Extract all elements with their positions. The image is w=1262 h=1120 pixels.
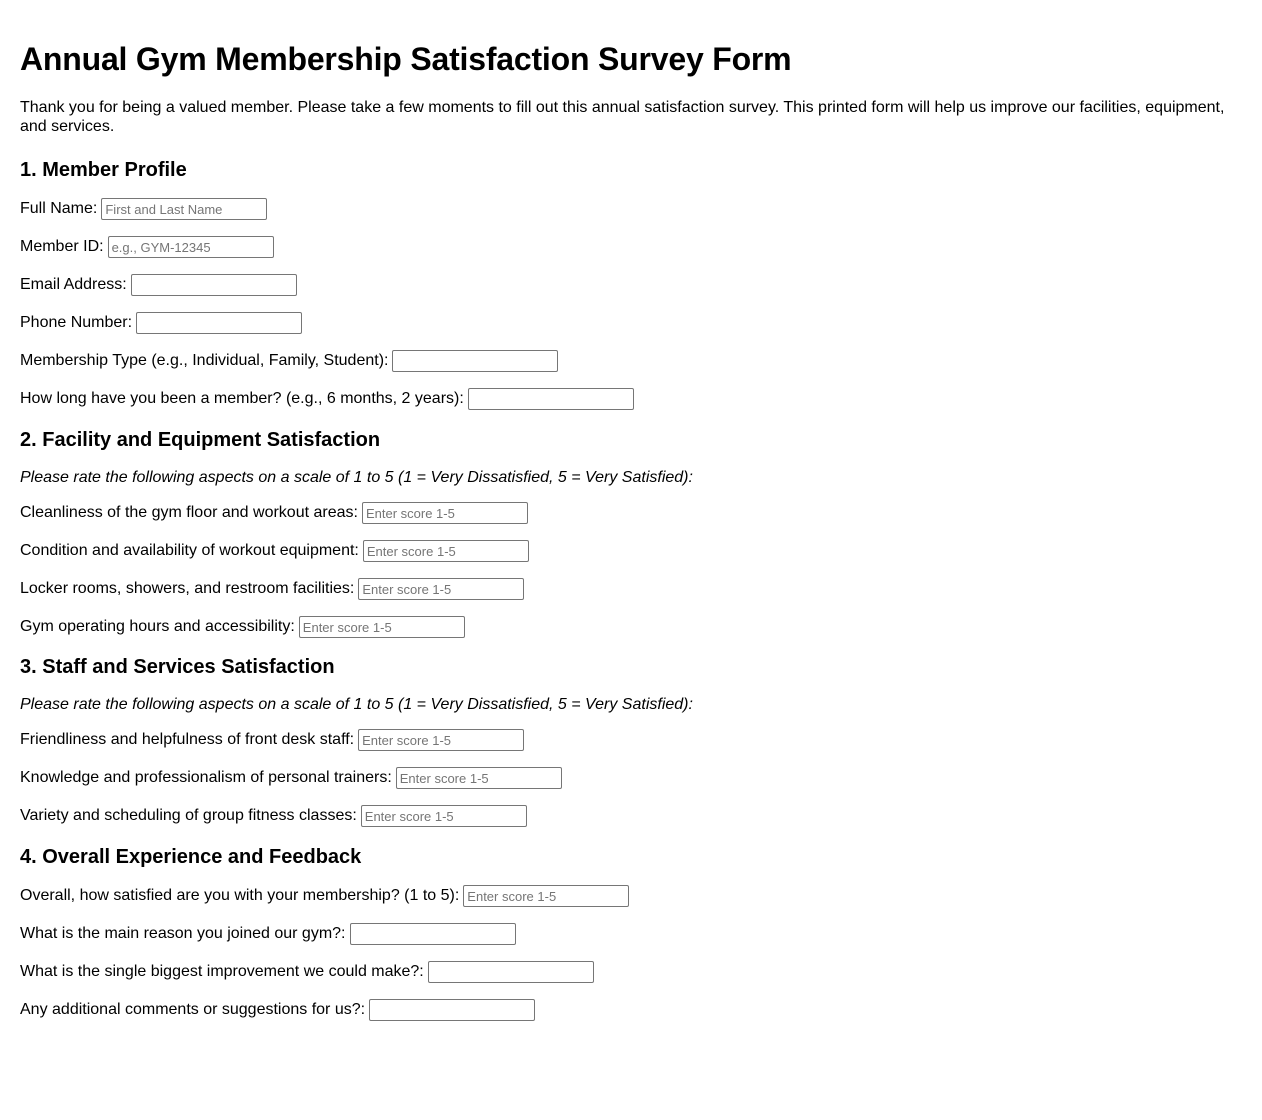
field-row-equipment xyxy=(20,540,1242,562)
field-row-membership-type xyxy=(20,350,1242,372)
member-duration-input[interactable] xyxy=(468,388,634,410)
full-name-input[interactable] xyxy=(101,198,267,220)
improvement-label: What is the single biggest improvement we could make?: xyxy=(20,963,424,980)
full-name-label: Full Name: xyxy=(20,200,98,217)
locker-rooms-score-input[interactable] xyxy=(358,578,524,600)
overall-label: Overall, how satisfied are you with your membership? (1 to 5): xyxy=(20,887,460,904)
front-desk-label: Friendliness and helpfulness of front desk staff: xyxy=(20,731,355,748)
member-id-input[interactable] xyxy=(108,236,274,258)
field-row-comments xyxy=(20,999,1242,1021)
classes-label: Variety and scheduling of group fitness classes: xyxy=(20,807,357,824)
field-row-full-name xyxy=(20,198,1242,220)
front-desk-score-input[interactable] xyxy=(358,729,524,751)
field-row-join-reason xyxy=(20,923,1242,945)
cleanliness-label: Cleanliness of the gym floor and workout areas: xyxy=(20,504,358,521)
field-row-hours xyxy=(20,616,1242,638)
field-row-trainers xyxy=(20,767,1242,789)
intro-text: Thank you for being a valued member. Please take a few moments to fill out this annual satisfaction survey. This printed form will help us improve our facilities, equipment, and services. xyxy=(20,99,1225,135)
overall-score-input[interactable] xyxy=(463,885,629,907)
rating-instruction-facility: Please rate the following aspects on a scale of 1 to 5 (1 = Very Dissatisfied, 5 = Very Satisfied): xyxy=(20,469,693,486)
field-row-classes xyxy=(20,805,1242,827)
join-reason-label: What is the main reason you joined our gym?: xyxy=(20,925,346,942)
phone-label: Phone Number: xyxy=(20,314,133,331)
phone-input[interactable] xyxy=(136,312,302,334)
email-input[interactable] xyxy=(131,274,297,296)
improvement-input[interactable] xyxy=(428,961,594,983)
field-row-email xyxy=(20,274,1242,296)
email-label: Email Address: xyxy=(20,276,127,293)
membership-type-label: Membership Type (e.g., Individual, Family, Student): xyxy=(20,352,389,369)
cleanliness-score-input[interactable] xyxy=(362,502,528,524)
section-heading-facility: 2. Facility and Equipment Satisfaction xyxy=(20,429,381,451)
equipment-label: Condition and availability of workout equipment: xyxy=(20,542,359,559)
field-row-front-desk xyxy=(20,729,1242,751)
section-heading-member-profile: 1. Member Profile xyxy=(20,159,187,181)
join-reason-input[interactable] xyxy=(350,923,516,945)
field-row-phone xyxy=(20,312,1242,334)
membership-type-input[interactable] xyxy=(392,350,558,372)
locker-rooms-label: Locker rooms, showers, and restroom facilities: xyxy=(20,580,355,597)
trainers-score-input[interactable] xyxy=(396,767,562,789)
classes-score-input[interactable] xyxy=(361,805,527,827)
field-row-member-duration xyxy=(20,388,1242,410)
section-heading-overall: 4. Overall Experience and Feedback xyxy=(20,846,362,868)
comments-input[interactable] xyxy=(369,999,535,1021)
member-duration-label: How long have you been a member? (e.g., 6 months, 2 years): xyxy=(20,390,464,407)
field-row-cleanliness xyxy=(20,502,1242,524)
member-id-label: Member ID: xyxy=(20,238,104,255)
page-title: Annual Gym Membership Satisfaction Survey Form xyxy=(20,41,792,77)
hours-label: Gym operating hours and accessibility: xyxy=(20,618,295,635)
comments-label: Any additional comments or suggestions for us?: xyxy=(20,1001,366,1018)
trainers-label: Knowledge and professionalism of personal trainers: xyxy=(20,769,392,786)
hours-score-input[interactable] xyxy=(299,616,465,638)
field-row-member-id xyxy=(20,236,1242,258)
field-row-overall xyxy=(20,885,1242,907)
equipment-score-input[interactable] xyxy=(363,540,529,562)
field-row-locker-rooms xyxy=(20,578,1242,600)
section-heading-staff: 3. Staff and Services Satisfaction xyxy=(20,656,335,678)
field-row-improvement xyxy=(20,961,1242,983)
rating-instruction-staff: Please rate the following aspects on a scale of 1 to 5 (1 = Very Dissatisfied, 5 = Very Satisfied): xyxy=(20,696,693,713)
